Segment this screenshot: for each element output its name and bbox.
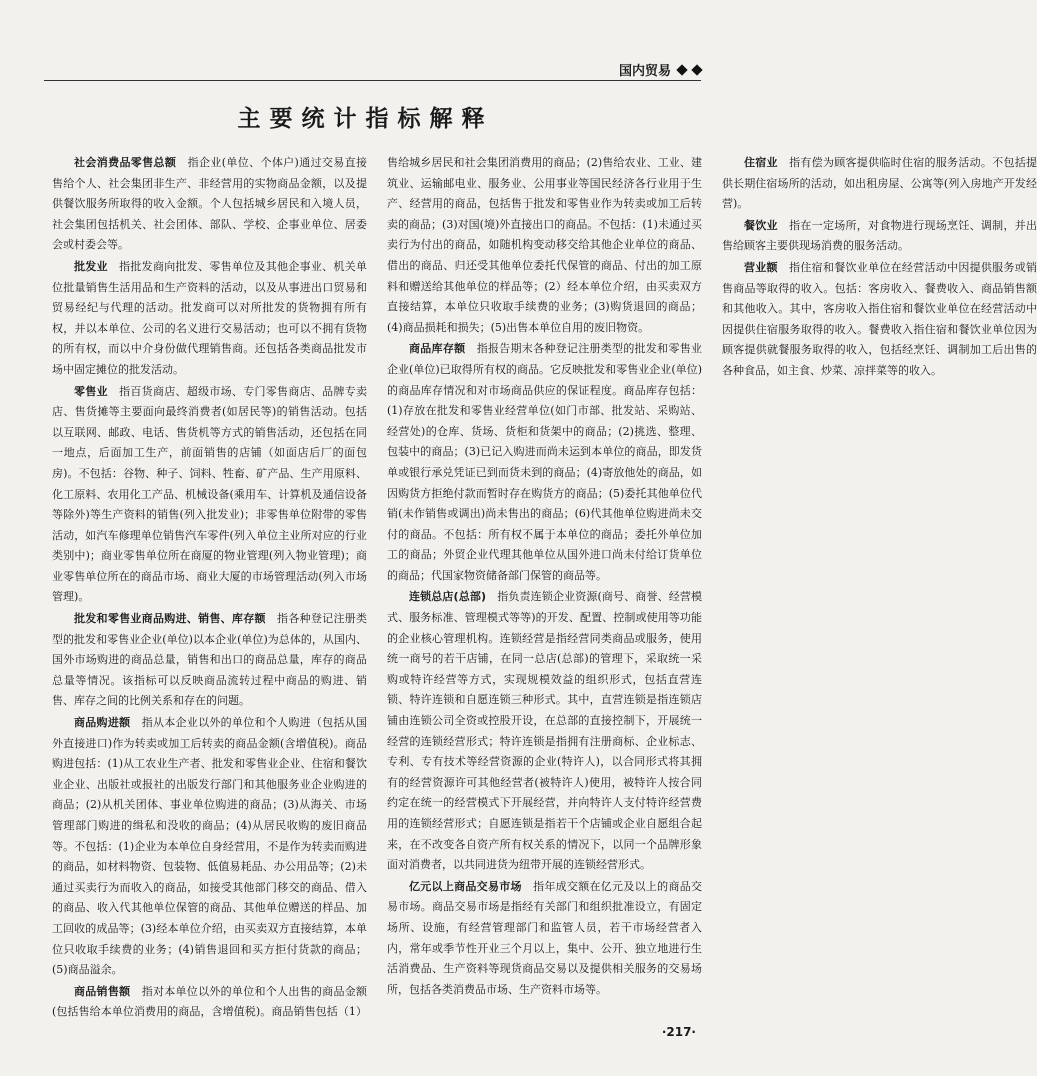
paragraph (52, 713, 367, 981)
header-rule (44, 80, 701, 81)
term: 商品销售额 (74, 984, 131, 998)
paragraph (52, 382, 367, 609)
definition: 指在一定场所，对食物进行现场烹饪、调制，并出售给顾客主要供现场消费的服务活动。 (722, 218, 1037, 253)
diamond-icon (691, 64, 702, 75)
definition: 指批发商向批发、零售单位及其他企事业、机关单位批量销售生活用品和生产资料的活动，以及从事进出口贸易和贸易经纪与代理的活动。批发商可以对所批发的货物拥有所有权，并以本单位、公司的名义进行交易活动；也可以不拥有货物的所有权，而以中介身份做代理销售商。还包括各类商品批发市场中固定摊位的批发活动。 (52, 259, 368, 376)
paragraph (722, 258, 1037, 382)
section-label: 国内贸易 (618, 64, 671, 79)
paragraph (387, 877, 702, 1001)
term: 商品购进额 (74, 716, 131, 730)
section-header (619, 60, 701, 79)
term: 零售业 (74, 384, 108, 398)
term: 亿元以上商品交易市场 (409, 879, 522, 893)
definition: 指年成交额在亿元及以上的商品交易市场。商品交易市场是指经有关部门和组织批准设立，有固定场所、设施，有经营管理部门和监管人员，若干市场经营者入内，常年或季节性开业三个月以上，集中、公开、独立地进行生活消费品、生产资料等现货商品交易以及提供相关服务的交易场所，包括各类消费品市场、生产资料市场等。 (387, 879, 703, 996)
definition: 指报告期末各种登记注册类型的批发和零售业企业(单位)已取得所有权的商品。它反映批发和零售业企业(单位)的商品库存情况和对市场商品供应的保证程度。商品库存包括：(1)存放在批发和零售业经营单位(如门市部、批发站、采购站、经营处)的仓库、货场、货柜和货架中的商品；(2)挑选、整理、包装中的商品；(3)已记入购进而尚未运到本单位的商品，即发货单或银行承兑凭证已到而货未到的商品；(4)寄放他处的商品，如因购货方拒绝付款而暂时存在购货方的商品；(5)委托其他单位代销(未作销售或调出)尚未售出的商品；(6)代其他单位购进尚未交付的商品。不包括：所有权不属于本单位的商品；委托外单位加工的商品；外贸企业代理其他单位从国外进口尚未付给订货单位的商品；代国家物资储备部门保管的商品等。 (387, 342, 703, 582)
paragraph (387, 587, 702, 875)
paragraph (722, 216, 1037, 257)
term: 住宿业 (744, 156, 778, 169)
definition: 指从本企业以外的单位和个人购进（包括从国外直接进口)作为转卖或加工后转卖的商品金额(含增值税)。商品购进包括：(1)从工农业生产者、批发和零售业企业、住宿和餐饮业企业、出版社或报社的出版发行部门和其他服务业企业购进的商品；(2)从机关团体、事业单位购进的商品；(3)从海关、市场管理部门购进的缉私和没收的商品；(4)从居民收购的废旧商品等。不包括：(1)企业为本单位自身经营用，不是作为转卖而购进的商品，如材料物资、包装物、低值易耗品、办公用品等；(2)未通过买卖行为而收入的商品，如接受其他部门移交的商品、借入的商品、收入代其他单位保管的商品、其他单位赠送的样品、加工回收的成品等；(3)经本单位介绍，由买卖双方直接结算，本单位只收取手续费的业务；(4)销售退回和买方拒付货款的商品；(5)商品溢余。 (52, 716, 368, 977)
definition: 指负责连锁企业资源(商号、商誉、经营模式、服务标准、管理模式等等)的开发、配置、控制或使用等功能的企业核心管理机构。连锁经营是指经营同类商品或服务，使用统一商号的若干店铺，在同一总店(总部)的管理下，采取统一采购或特许经营等方式，实现规模效益的组织形式，包括直营连锁、特许连锁和自愿连锁三种形式。其中，直营连锁是指连锁店铺由连锁公司全资或控股开设，在总部的直接控制下，开展统一经营的连锁经营形式；特许连锁是指拥有注册商标、企业标志、专利、专有技术等经营资源的企业(特许人)，以合同形式将其拥有的经营资源许可其他经营者(被特许人)使用，被特许人按合同约定在统一的经营模式下开展经营，并向特许人支付特许经营费用的连锁经营形式；自愿连锁是指若干个店铺或企业自愿组合起来，在不改变各自资产所有权关系的情况下，以同一个品牌形象面对消费者，以共同进货为纽带开展的连锁经营形式。 (387, 590, 702, 872)
term: 餐饮业 (744, 218, 778, 232)
page-number: ·217· (661, 1025, 696, 1039)
page-title: 主要统计指标解释 (237, 106, 494, 132)
definition: 指有偿为顾客提供临时住宿的服务活动。不包括提供长期住宿场所的活动，如出租房屋、公寓等(列入房地产开发经营)。 (722, 156, 1037, 211)
body-text (52, 153, 1037, 1033)
paragraph (52, 153, 367, 256)
definition: 指各种登记注册类型的批发和零售业企业(单位)以本企业(单位)为总体的，从国内、国外市场购进的商品总量，销售和出口的商品总量，库存的商品总量等情况。该指标可以反映商品流转过程中商品的购进、销售、库存之间的比例关系和存在的问题。 (52, 612, 368, 708)
diamond-icon (676, 64, 687, 75)
definition: 指百货商店、超级市场、专门零售商店、品牌专卖店、售货摊等主要面向最终消费者(如居民等)的销售活动。包括以互联网、邮政、电话、售货机等方式的销售活动，还包括在同一地点，后面加工生产，前面销售的店铺（如面店后厂的面包房)。不包括：谷物、种子、饲料、牲畜、矿产品、生产用原料、化工原料、农用化工产品、机械设备(乘用车、计算机及通信设备等除外)等生产资料的销售(列入批发业)；非零售单位附带的零售活动，如汽车修理单位销售汽车零件(列入单位主业所对应的行业类别中)；商业零售单位所在商厦的物业管理(列入物业管理)；商业零售单位所在的商品市场、商业大厦的市场管理活动(列入市场管理)。 (52, 384, 368, 604)
definition: 指住宿和餐饮业单位在经营活动中因提供服务或销售商品等取得的收入。包括：客房收入、餐费收入、商品销售额和其他收入。其中，客房收入指住宿和餐饮业单位在经营活动中因提供住宿服务取得的收入。餐费收入指住宿和餐饮业单位因为顾客提供就餐服务取得的收入，包括经烹饪、调制加工后出售的各种食品，如主食、炒菜、凉拌菜等的收入。 (722, 260, 1037, 377)
term: 营业额 (744, 260, 778, 274)
term: 社会消费品零售总额 (74, 156, 177, 169)
definition: 指对本单位以外的单位和个人出售的商品金额(包括售给本单位消费用的商品，含增值税)。商品销售包括（1）售给城乡居民和社会集团消费用的商品；(2)售给农业、工业、建筑业、运输邮电业、服务业、公用事业等国民经济各行业用于生产、经营用的商品，包括售于批发和零售业作为转卖或加工后转卖的商品；(3)对国(境)外直接出口的商品。不包括：(1)未通过买卖行为付出的商品，如随机构变动移交给其他企业单位的商品、借出的商品、归还受其他单位委托代保管的商品、付出的加工原料和赠送给其他单位的样品等；(2）经本单位介绍，由买卖双方直接结算，本单位只收取手续费的业务；(3)购货退回的商品；(4)商品损耗和损失；(5)出售本单位自用的废旧物资。 (52, 156, 702, 1019)
term: 批发业 (74, 259, 108, 273)
paragraph (387, 339, 702, 586)
term: 连锁总店(总部) (409, 590, 486, 604)
paragraph (52, 609, 367, 712)
term: 商品库存额 (409, 342, 466, 356)
term: 批发和零售业商品购进、销售、库存额 (74, 612, 266, 626)
definition: 指企业(单位、个体户)通过交易直接售给个人、社会集团非生产、非经营用的实物商品金额，以及提供餐饮服务所取得的收入金额。个人包括城乡居民和入境人员，社会集团包括机关、社会团体、部队、学校、企事业单位、居委会或村委会等。 (52, 156, 368, 252)
paragraph (722, 153, 1037, 215)
paragraph (52, 257, 367, 381)
